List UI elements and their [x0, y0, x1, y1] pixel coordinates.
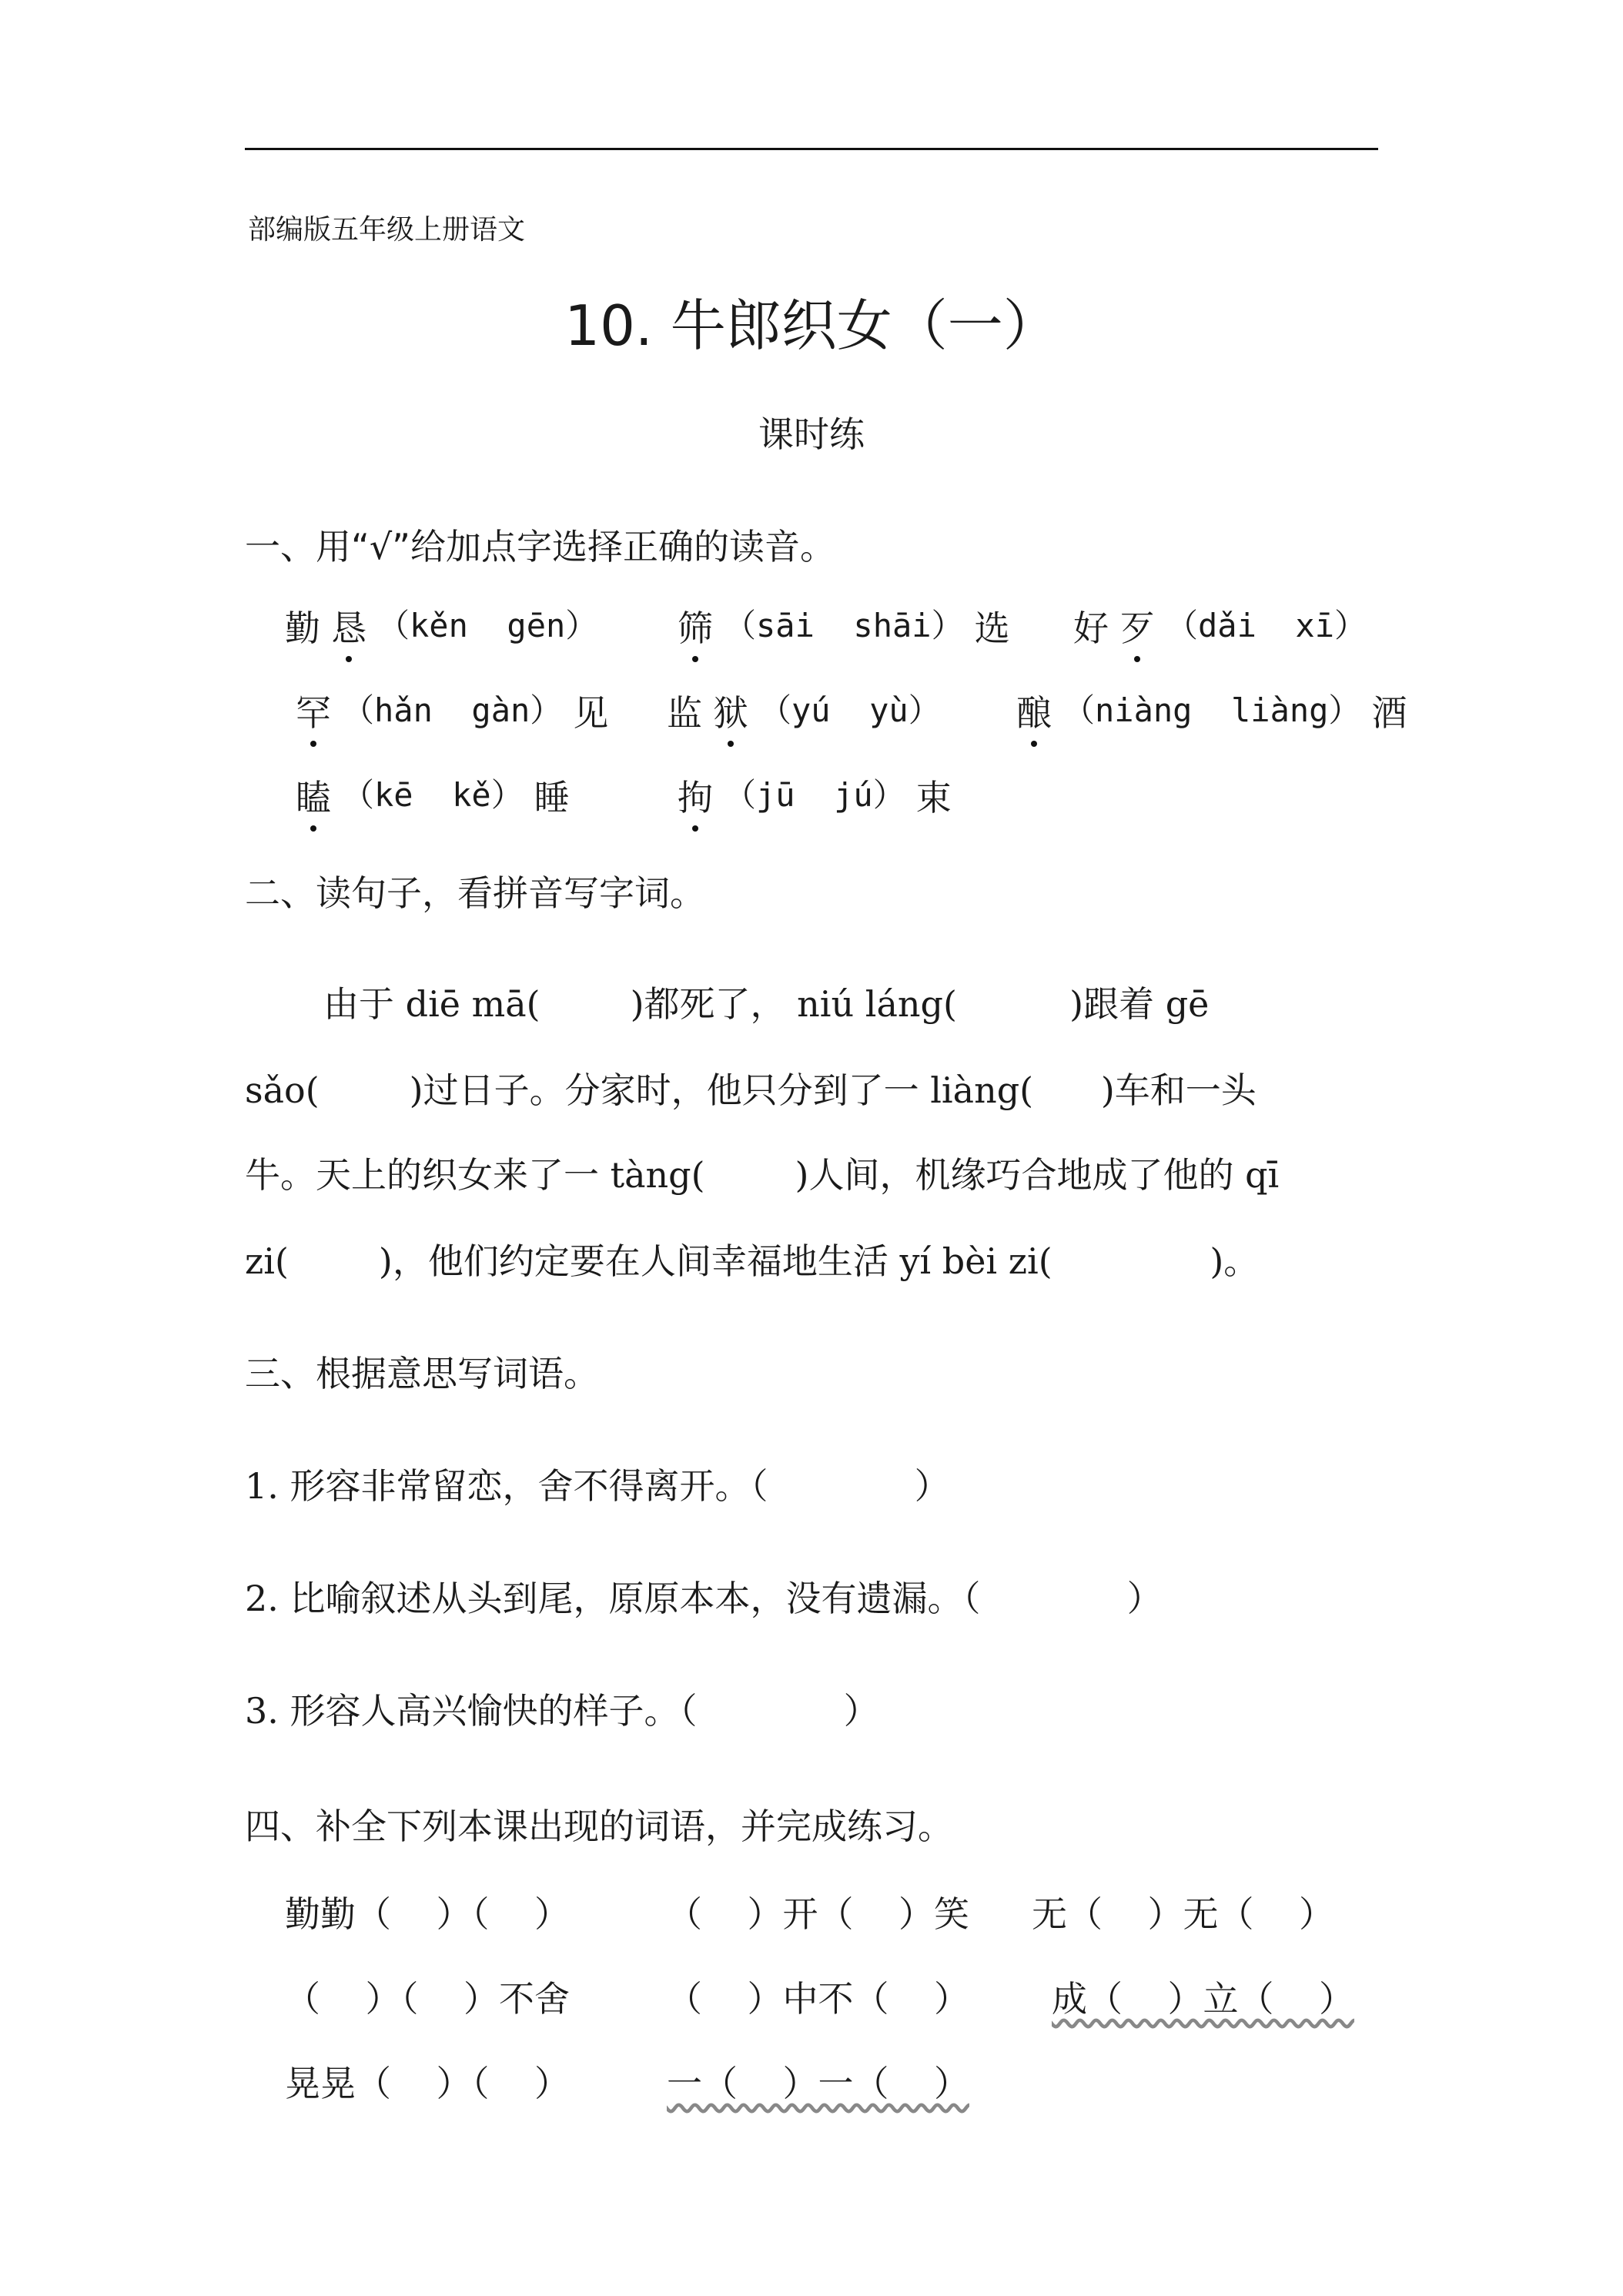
- s1-item: 罕 （hǎn gàn） 见: [285, 685, 608, 736]
- header-note: 部编版五年级上册语文: [248, 214, 526, 246]
- dotted-char: 筛: [678, 601, 713, 651]
- pinyin-options: （kěn gēn）: [377, 607, 598, 644]
- pinyin-options: （niàng liàng）: [1062, 691, 1361, 729]
- dotted-char: 罕: [296, 685, 331, 736]
- page-subtitle: 课时练: [758, 413, 865, 455]
- dotted-char: 瞌: [296, 770, 331, 821]
- s1-item: 瞌 （kē kě） 睡: [285, 770, 570, 821]
- s1-item: 监 狱 （yú yù）: [667, 685, 952, 736]
- s3-item: 3. 形容人高兴愉快的样子。（ ）: [245, 1690, 879, 1732]
- s2-line: sǎo( )过日子。分家时，他只分到了一 liàng( )车和一头: [245, 1069, 1257, 1111]
- s4-item-underlined: 成（ ）立（ ）: [1052, 1978, 1354, 2020]
- s1-item: 筛 （sāi shāi） 选: [667, 601, 1010, 651]
- section1-heading: 一、用“√”给加点字选择正确的读音。: [245, 526, 835, 567]
- s1-item: 勤 恳 （kěn gēn）: [285, 601, 608, 651]
- dotted-char: 酿: [1016, 685, 1052, 736]
- section3-heading: 三、根据意思写词语。: [245, 1353, 599, 1394]
- pinyin-options: （kē kě）: [342, 776, 524, 814]
- s1-item: 拘 （jū jú） 束: [667, 770, 952, 821]
- page-title: 10. 牛郎织女（一）: [564, 293, 1059, 358]
- pinyin-options: （hǎn gàn）: [342, 691, 563, 729]
- section4-heading: 四、补全下列本课出现的词语，并完成练习。: [245, 1806, 953, 1847]
- s2-line: 牛。天上的织女来了一 tàng( )人间，机缘巧合地成了他的 qī: [245, 1154, 1280, 1196]
- s4-item: 无（ ）无（ ）: [1032, 1893, 1334, 1935]
- dotted-char: 狱: [713, 685, 748, 736]
- dotted-char: 歹: [1119, 601, 1155, 651]
- s4-item: （ ）中不（ ）: [667, 1978, 969, 2020]
- s2-line: zi( )，他们约定要在人间幸福地生活 yí bèi zi( )。: [245, 1240, 1260, 1282]
- dotted-char: 拘: [678, 770, 713, 821]
- s2-line: 由于 diē mā( )都死了， niú láng( )跟着 gē: [323, 983, 1210, 1025]
- s3-item: 1. 形容非常留恋，舍不得离开。（ ）: [245, 1465, 950, 1507]
- section2-heading: 二、读句子，看拼音写字词。: [245, 872, 705, 914]
- s1-item: 好 歹 （dǎi xī）: [1073, 601, 1377, 651]
- s4-item: 勤勤（ ）（ ）: [285, 1893, 570, 1935]
- s4-item: （ ）开（ ）笑: [667, 1893, 969, 1935]
- pinyin-options: （dǎi xī）: [1166, 607, 1367, 644]
- header-rule: [245, 148, 1378, 150]
- s1-item: 酿 （niàng liàng） 酒: [1006, 685, 1407, 736]
- s4-item-underlined: 一（ ）一（ ）: [667, 2063, 969, 2104]
- s4-item: （ ）（ ）不舍: [285, 1978, 570, 2020]
- s4-item: 晃晃（ ）（ ）: [285, 2063, 570, 2104]
- pinyin-options: （jū jú）: [724, 776, 905, 814]
- dotted-char: 恳: [331, 601, 366, 651]
- pinyin-options: （sāi shāi）: [724, 607, 964, 644]
- s3-item: 2. 比喻叙述从头到尾，原原本本，没有遗漏。（ ）: [245, 1578, 1163, 1619]
- pinyin-options: （yú yù）: [759, 691, 941, 729]
